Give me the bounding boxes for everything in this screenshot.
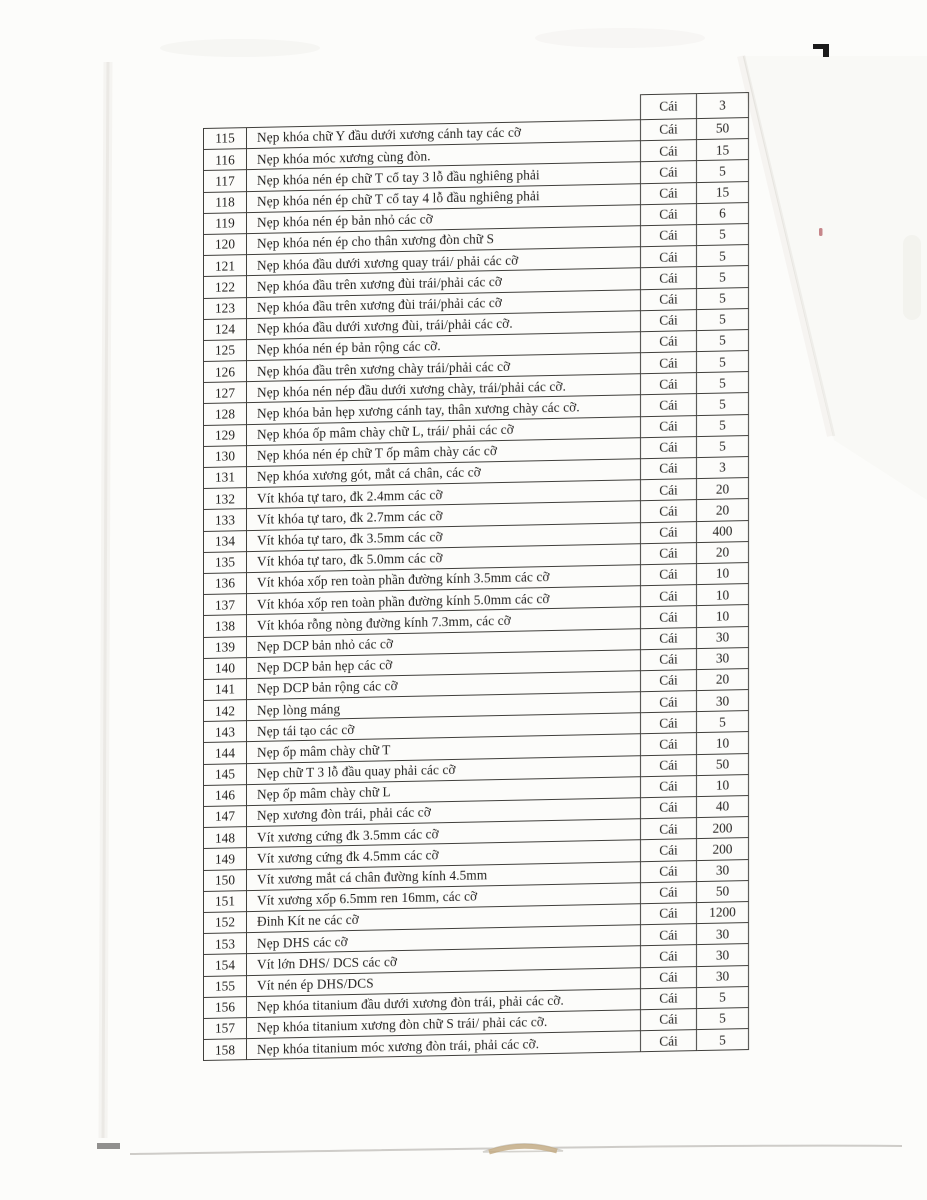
- row-number-cell: 151: [203, 891, 247, 913]
- quantity-cell: 5: [697, 372, 749, 394]
- unit-cell: Cái: [641, 1030, 697, 1052]
- row-number-cell: 142: [203, 700, 247, 722]
- unit-cell: Cái: [641, 267, 697, 289]
- right-edge-smudge: [903, 235, 921, 320]
- item-description-cell: Nẹp khóa nén ép bản nhỏ các cỡ: [247, 205, 641, 234]
- quantity-cell: 30: [697, 690, 749, 712]
- quantity-cell: 15: [697, 139, 749, 161]
- quantity-cell: 5: [697, 245, 749, 267]
- quantity-cell: 20: [697, 542, 749, 564]
- quantity-cell: 5: [697, 224, 749, 246]
- quantity-cell: 50: [697, 118, 749, 140]
- quantity-cell: 5: [697, 987, 749, 1009]
- item-description-cell: Vít khóa tự taro, đk 3.5mm các cỡ: [247, 523, 641, 552]
- row-number-cell: 150: [203, 870, 247, 892]
- unit-cell: Cái: [641, 903, 697, 925]
- row-number-cell: 127: [203, 382, 247, 404]
- quantity-cell: 200: [697, 817, 749, 839]
- item-description-cell: Vít nén ép DHS/DCS: [247, 968, 641, 997]
- row-number-cell: 131: [203, 467, 247, 489]
- unit-cell: Cái: [641, 712, 697, 734]
- quantity-cell: 5: [697, 351, 749, 373]
- left-crease-line: [103, 62, 108, 1138]
- row-number-cell: 139: [203, 637, 247, 659]
- row-number-cell: 153: [203, 933, 247, 955]
- quantity-cell: 10: [697, 605, 749, 627]
- unit-cell: Cái: [641, 331, 697, 353]
- row-number-cell: 145: [203, 764, 247, 786]
- quantity-cell: 15: [697, 182, 749, 204]
- row-number-cell: 117: [203, 170, 247, 192]
- quantity-cell: 5: [697, 393, 749, 415]
- quantity-cell: 200: [697, 838, 749, 860]
- unit-cell: Cái: [641, 776, 697, 798]
- unit-cell: Cái: [641, 93, 697, 120]
- item-description-cell: Đinh Kít ne các cỡ: [247, 904, 641, 933]
- item-description-cell: Nẹp xương đòn trái, phải các cỡ: [247, 798, 641, 827]
- item-description-cell: Vít khóa tự taro, đk 2.4mm các cỡ: [247, 480, 641, 509]
- item-description-cell: Nẹp khóa nén ép chữ T cổ tay 4 lỗ đầu nghiêng phải: [247, 184, 641, 213]
- unit-cell: Cái: [641, 352, 697, 374]
- scan-smudge: [535, 28, 705, 48]
- page-bump-tan-edge: [489, 1146, 557, 1152]
- unit-cell: Cái: [641, 924, 697, 946]
- unit-cell: Cái: [641, 628, 697, 650]
- unit-cell: Cái: [641, 755, 697, 777]
- row-number-cell: 116: [203, 149, 247, 171]
- row-number-cell: 134: [203, 531, 247, 553]
- row-number-cell: [203, 102, 247, 129]
- row-number-cell: 144: [203, 743, 247, 765]
- unit-cell: Cái: [641, 522, 697, 544]
- bottom-edge-dark-dash: [97, 1143, 120, 1149]
- corner-mark: [813, 44, 829, 57]
- quantity-cell: 3: [697, 92, 749, 119]
- row-number-cell: 149: [203, 848, 247, 870]
- item-description-cell: Nẹp khóa đầu dưới xương đùi, trái/phải các cỡ.: [247, 311, 641, 340]
- row-number-cell: 148: [203, 827, 247, 849]
- row-number-cell: 126: [203, 361, 247, 383]
- unit-cell: Cái: [641, 416, 697, 438]
- unit-cell: Cái: [641, 500, 697, 522]
- unit-cell: Cái: [641, 395, 697, 417]
- item-description-cell: Nẹp khóa titanium móc xương đòn trái, phải các cỡ.: [247, 1031, 641, 1060]
- quantity-cell: 20: [697, 478, 749, 500]
- quantity-cell: 5: [697, 266, 749, 288]
- unit-cell: Cái: [641, 691, 697, 713]
- quantity-cell: 10: [697, 584, 749, 606]
- item-description-cell: Nẹp khóa bản hẹp xương cánh tay, thân xương chày các cỡ.: [247, 396, 641, 425]
- left-crease-line: [103, 62, 108, 1138]
- unit-cell: Cái: [641, 861, 697, 883]
- quantity-cell: 50: [697, 754, 749, 776]
- quantity-cell: 30: [697, 944, 749, 966]
- quantity-cell: 30: [697, 648, 749, 670]
- row-number-cell: 143: [203, 721, 247, 743]
- row-number-cell: 122: [203, 276, 247, 298]
- row-number-cell: 133: [203, 509, 247, 531]
- row-number-cell: 128: [203, 404, 247, 426]
- row-number-cell: 157: [203, 1018, 247, 1040]
- item-description-cell: Vít khóa tự taro, đk 2.7mm các cỡ: [247, 502, 641, 531]
- unit-cell: Cái: [641, 373, 697, 395]
- item-description-cell: Nẹp DCP bản hẹp các cỡ: [247, 650, 641, 679]
- row-number-cell: 138: [203, 615, 247, 637]
- item-description-cell: Nẹp DCP bản nhỏ các cỡ: [247, 629, 641, 658]
- item-description-cell: Nẹp tái tạo các cỡ: [247, 713, 641, 742]
- row-number-cell: 154: [203, 954, 247, 976]
- row-number-cell: 152: [203, 912, 247, 934]
- quantity-cell: 5: [697, 1029, 749, 1051]
- item-description-cell: Vít lớn DHS/ DCS các cỡ: [247, 947, 641, 976]
- unit-cell: Cái: [641, 246, 697, 268]
- unit-cell: Cái: [641, 988, 697, 1010]
- unit-cell: Cái: [641, 967, 697, 989]
- quantity-cell: 50: [697, 881, 749, 903]
- unit-cell: Cái: [641, 564, 697, 586]
- unit-cell: Cái: [641, 289, 697, 311]
- row-number-cell: 158: [203, 1039, 247, 1061]
- unit-cell: Cái: [641, 204, 697, 226]
- item-description-cell: Nẹp khóa chữ Y đầu dưới xương cánh tay các cỡ: [247, 120, 641, 149]
- unit-cell: Cái: [641, 458, 697, 480]
- row-number-cell: 123: [203, 298, 247, 320]
- unit-cell: Cái: [641, 119, 697, 141]
- row-number-cell: 147: [203, 806, 247, 828]
- quantity-cell: 400: [697, 521, 749, 543]
- row-number-cell: 137: [203, 594, 247, 616]
- quantity-cell: 30: [697, 627, 749, 649]
- item-description-cell: Nẹp khóa đầu trên xương đùi trái/phải các cỡ: [247, 269, 641, 298]
- item-description-cell: Nẹp DHS các cỡ: [247, 925, 641, 954]
- quantity-cell: 5: [697, 415, 749, 437]
- quantity-cell: 3: [697, 457, 749, 479]
- quantity-cell: 30: [697, 923, 749, 945]
- item-description-cell: Nẹp khóa nén ép cho thân xương đòn chữ S: [247, 226, 641, 255]
- row-number-cell: 115: [203, 128, 247, 150]
- row-number-cell: 120: [203, 234, 247, 256]
- row-number-cell: 155: [203, 976, 247, 998]
- quantity-cell: 5: [697, 436, 749, 458]
- item-description-cell: Vít xương cứng đk 3.5mm các cỡ: [247, 819, 641, 848]
- item-description-cell: Nẹp ốp mâm chày chữ L: [247, 777, 641, 806]
- table-body: [203, 118, 749, 1061]
- item-description-cell: Vít xương xốp 6.5mm ren 16mm, các cỡ: [247, 883, 641, 912]
- quantity-cell: 30: [697, 966, 749, 988]
- row-number-cell: 125: [203, 340, 247, 362]
- quantity-cell: 20: [697, 669, 749, 691]
- item-description-cell: Nẹp khóa nén ép chữ T ốp mâm chày các cỡ: [247, 438, 641, 467]
- unit-cell: Cái: [641, 310, 697, 332]
- unit-cell: Cái: [641, 585, 697, 607]
- item-description-cell: Nẹp khóa nén nép đầu dưới xương chày, trái/phải các cỡ.: [247, 374, 641, 403]
- unit-cell: Cái: [641, 839, 697, 861]
- quantity-cell: 20: [697, 499, 749, 521]
- unit-cell: Cái: [641, 882, 697, 904]
- page-fold-line: [741, 56, 831, 436]
- item-description-cell: Vít khóa tự taro, đk 5.0mm các cỡ: [247, 544, 641, 573]
- item-description-cell: Nẹp khóa ốp mâm chày chữ L, trái/ phải các cỡ: [247, 417, 641, 446]
- unit-cell: Cái: [641, 437, 697, 459]
- item-description-cell: Nẹp chữ T 3 lỗ đầu quay phải các cỡ: [247, 756, 641, 785]
- row-number-cell: 132: [203, 488, 247, 510]
- quantity-cell: 10: [697, 775, 749, 797]
- unit-cell: Cái: [641, 606, 697, 628]
- item-description-cell: Nẹp khóa đầu dưới xương quay trái/ phải các cỡ: [247, 247, 641, 276]
- item-description-cell: Vít xương cứng đk 4.5mm các cỡ: [247, 841, 641, 870]
- row-number-cell: 141: [203, 679, 247, 701]
- item-description-cell: Nẹp khóa móc xương cùng đòn.: [247, 141, 641, 170]
- unit-cell: Cái: [641, 734, 697, 756]
- page-fold-line: [744, 56, 834, 436]
- item-description-cell: Nẹp DCP bản rộng các cỡ: [247, 671, 641, 700]
- unit-cell: Cái: [641, 818, 697, 840]
- quantity-cell: 5: [697, 160, 749, 182]
- quantity-cell: 40: [697, 796, 749, 818]
- item-description-cell: Nẹp khóa đầu trên xương đùi trái/phải các cỡ: [247, 290, 641, 319]
- item-description-cell: Vít khóa rỗng nòng đường kính 7.3mm, các cỡ: [247, 608, 641, 637]
- unit-cell: Cái: [641, 183, 697, 205]
- scan-smudge: [160, 39, 320, 57]
- item-description-cell: Vít khóa xốp ren toàn phần đường kính 3.5mm các cỡ: [247, 565, 641, 594]
- row-number-cell: 135: [203, 552, 247, 574]
- items-table: [203, 92, 749, 1061]
- quantity-cell: 30: [697, 860, 749, 882]
- unit-cell: Cái: [641, 797, 697, 819]
- item-description-cell: Nẹp khóa titanium xương đòn chữ S trái/ phải các cỡ.: [247, 1010, 641, 1039]
- item-description-cell: Nẹp khóa đầu trên xương chày trái/phải các cỡ: [247, 353, 641, 382]
- unit-cell: Cái: [641, 649, 697, 671]
- quantity-cell: 5: [697, 309, 749, 331]
- bottom-page-edge: [130, 1146, 902, 1154]
- item-description-cell: Nẹp khóa nén ép chữ T cổ tay 3 lỗ đầu nghiêng phải: [247, 163, 641, 192]
- row-number-cell: 118: [203, 192, 247, 214]
- quantity-cell: 5: [697, 330, 749, 352]
- item-description-cell: Nẹp khóa titanium đầu dưới xương đòn trái, phải các cỡ.: [247, 989, 641, 1018]
- row-number-cell: 136: [203, 573, 247, 595]
- item-description-cell: Nẹp khóa nén ép bản rộng các cỡ.: [247, 332, 641, 361]
- quantity-cell: 5: [697, 711, 749, 733]
- quantity-cell: 10: [697, 563, 749, 585]
- row-number-cell: 130: [203, 446, 247, 468]
- row-number-cell: 156: [203, 997, 247, 1019]
- unit-cell: Cái: [641, 225, 697, 247]
- unit-cell: Cái: [641, 543, 697, 565]
- item-description-cell: Vít xương mắt cá chân đường kính 4.5mm: [247, 862, 641, 891]
- unit-cell: Cái: [641, 945, 697, 967]
- quantity-cell: 10: [697, 732, 749, 754]
- red-smudge: [819, 228, 823, 236]
- item-description-cell: Vít khóa xốp ren toàn phần đường kính 5.0mm các cỡ: [247, 586, 641, 615]
- item-description-cell: Nẹp khóa xương gót, mắt cá chân, các cỡ: [247, 459, 641, 488]
- unit-cell: Cái: [641, 161, 697, 183]
- quantity-cell: 6: [697, 203, 749, 225]
- quantity-cell: 5: [697, 1008, 749, 1030]
- item-description-cell: Nẹp ốp mâm chày chữ T: [247, 735, 641, 764]
- unit-cell: Cái: [641, 1009, 697, 1031]
- unit-cell: Cái: [641, 140, 697, 162]
- item-description-cell: Nẹp lòng máng: [247, 692, 641, 721]
- unit-cell: Cái: [641, 670, 697, 692]
- fold-shading: [744, 56, 927, 500]
- page-bump: [483, 1144, 563, 1152]
- row-number-cell: 146: [203, 785, 247, 807]
- quantity-cell: 1200: [697, 902, 749, 924]
- quantity-cell: 5: [697, 288, 749, 310]
- unit-cell: Cái: [641, 479, 697, 501]
- row-number-cell: 140: [203, 658, 247, 680]
- row-number-cell: 121: [203, 255, 247, 277]
- row-number-cell: 119: [203, 213, 247, 235]
- row-number-cell: 129: [203, 425, 247, 447]
- row-number-cell: 124: [203, 319, 247, 341]
